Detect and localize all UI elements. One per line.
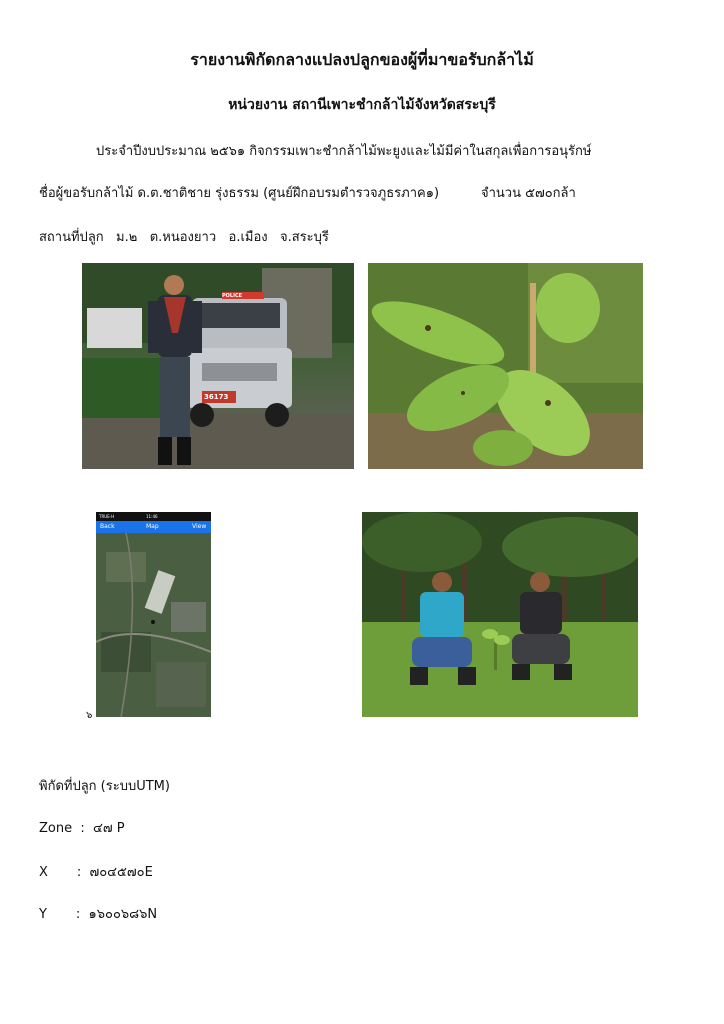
utm-zone: Zone : ๔๗ P xyxy=(39,821,125,836)
phone-status-bar xyxy=(96,512,211,521)
utm-y: Y : ๑๖๐๐๖๘๖N xyxy=(39,907,158,922)
phone-carrier: TRUE-H xyxy=(99,514,115,519)
phone-view-button: View xyxy=(192,523,207,530)
agency-line: หน่วยงาน สถานีเพาะชำกล้าไม้จังหวัดสระบุรี xyxy=(228,97,496,113)
photo-seedling xyxy=(368,263,643,469)
photo-map-screenshot xyxy=(96,512,211,717)
satellite-map-illustration xyxy=(96,512,211,717)
planting-illustration xyxy=(362,512,638,717)
truck-badge: POLICE xyxy=(222,293,243,299)
truck-plate: 36173 xyxy=(204,393,229,401)
planting-location: สถานที่ปลูก ม.๒ ต.หนองยาว อ.เมือง จ.สระบุรี xyxy=(39,230,329,245)
photo-officer-truck xyxy=(82,263,354,469)
phone-time: 11:46 xyxy=(146,514,158,519)
report-title: รายงานพิกัดกลางแปลงปลูกของผู้ที่มาขอรับกล้าไม้ xyxy=(190,50,534,69)
phone-nav-title: Map xyxy=(146,523,159,530)
fiscal-year-line: ประจำปีงบประมาณ ๒๕๖๑ กิจกรรมเพาะชำกล้าไม้พะยูงและไม้มีค่าในสกุลเพื่อการอนุรักษ์ xyxy=(96,144,592,159)
officer-truck-illustration xyxy=(82,263,354,469)
phone-back-button: Back xyxy=(100,523,115,530)
photo-planting xyxy=(362,512,638,717)
seedling-illustration xyxy=(368,263,643,469)
coords-heading: พิกัดที่ปลูก (ระบบUTM) xyxy=(39,779,170,794)
recipient-name: ชื่อผู้ขอรับกล้าไม้ ด.ต.ชาติชาย รุ่งธรรม (ศูนย์ฝึกอบรมตำรวจภูธรภาค๑) xyxy=(39,186,440,201)
phone-nav-bar xyxy=(96,521,211,533)
photo-number: ๖ xyxy=(86,710,93,721)
seedling-amount: จำนวน ๕๗๐กล้า xyxy=(481,186,576,201)
utm-x: X : ๗๐๔๕๗๐E xyxy=(39,865,153,880)
